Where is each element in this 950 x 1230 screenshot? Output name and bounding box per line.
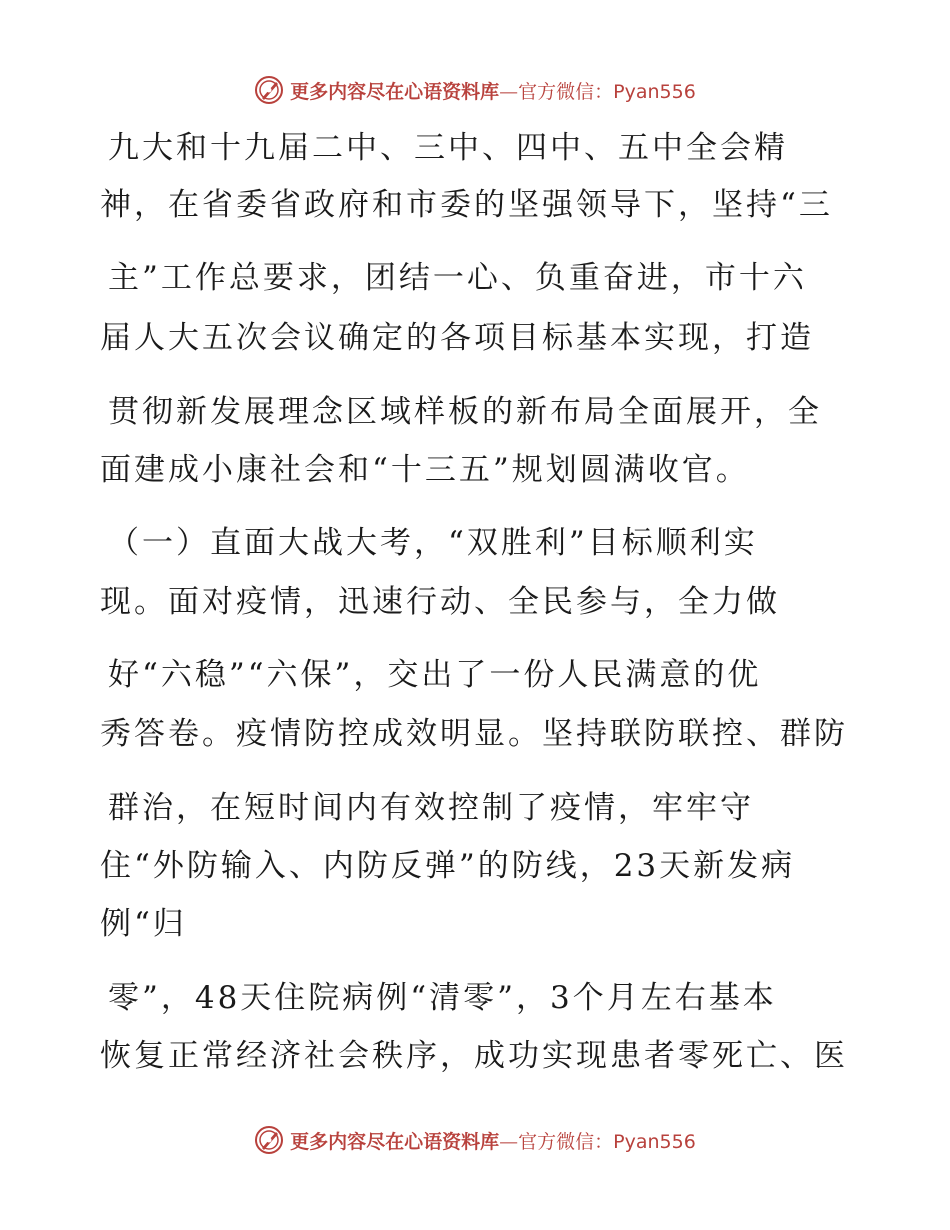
text-line: 零”，48天住院病例“清零”，3个月左右基本 [108, 980, 777, 1016]
text-line: 群治，在短时间内有效控制了疫情，牢牢守 [108, 790, 754, 826]
header-banner [0, 70, 950, 110]
quill-logo-icon [254, 1125, 284, 1155]
text-line: 主”工作总要求，团结一心、负重奋进，市十六 [108, 260, 807, 296]
text-line: 贯彻新发展理念区域样板的新布局全面展开，全 [108, 394, 822, 430]
header-banner-dash: — [499, 80, 519, 103]
text-line: 届人大五次会议确定的各项目标基本实现，打造 [100, 320, 814, 356]
header-banner-suffix: 官方微信：Pyan556 [518, 80, 696, 103]
text-line: 九大和十九届二中、三中、四中、五中全会精 [108, 130, 788, 166]
footer-banner-text [290, 1127, 696, 1154]
text-line: 现。面对疫情，迅速行动、全民参与，全力做 [100, 584, 780, 620]
text-line: 秀答卷。疫情防控成效明显。坚持联防联控、群防 [100, 716, 848, 752]
text-line: 好“六稳”“六保”，交出了一份人民满意的优 [108, 657, 762, 693]
quill-logo-icon [254, 75, 284, 105]
footer-banner-dash: — [499, 1130, 519, 1153]
text-line: 面建成小康社会和“十三五”规划圆满收官。 [100, 452, 750, 488]
text-line: 例“归 [100, 906, 187, 942]
header-banner-main: 更多内容尽在心语资料库 [290, 80, 500, 103]
footer-banner-main: 更多内容尽在心语资料库 [290, 1130, 500, 1153]
header-banner-text [290, 77, 696, 104]
text-line: 住“外防输入、内防反弹”的防线，23天新发病 [100, 848, 796, 884]
text-line: 恢复正常经济社会秩序，成功实现患者零死亡、医 [100, 1038, 848, 1074]
footer-banner-content [254, 1125, 696, 1155]
text-line: （一）直面大战大考，“双胜利”目标顺利实 [108, 525, 758, 561]
footer-banner-suffix: 官方微信：Pyan556 [518, 1130, 696, 1153]
header-banner-content [254, 75, 696, 105]
text-line: 神，在省委省政府和市委的坚强领导下，坚持“三 [100, 187, 833, 223]
footer-banner [0, 1120, 950, 1160]
